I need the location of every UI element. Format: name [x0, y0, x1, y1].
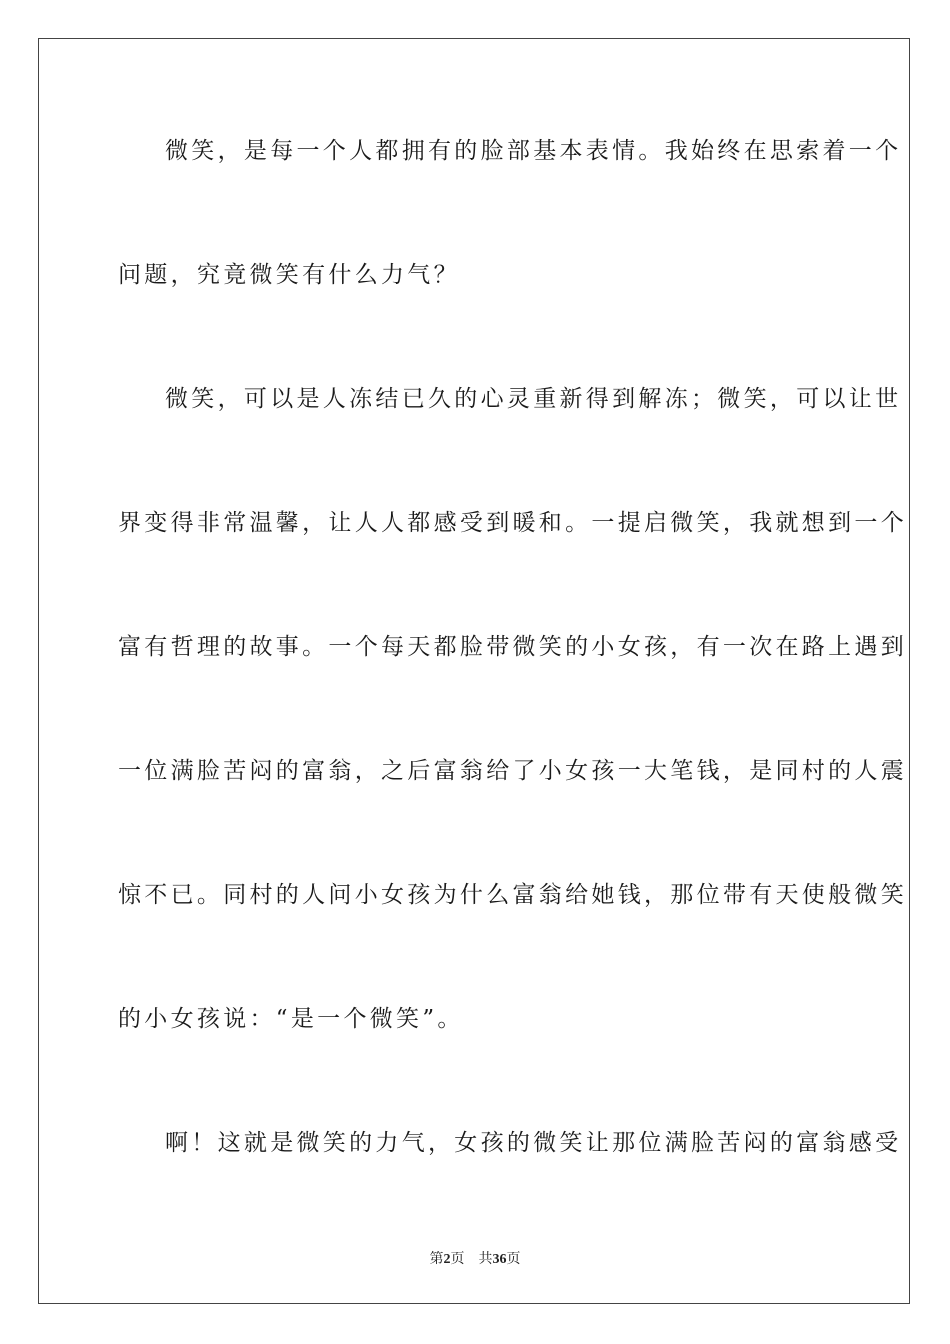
paragraph-1-line-1: 微笑，是每一个人都拥有的脸部基本表情。我始终在思索着一个 [165, 138, 902, 164]
paragraph-3-line-1: 啊！这就是微笑的力气，女孩的微笑让那位满脸苦闷的富翁感受 [165, 1130, 902, 1156]
page-suffix: 页 [450, 1251, 465, 1267]
paragraph-2-line-3: 富有哲理的故事。一个每天都脸带微笑的小女孩，有一次在路上遇到 [118, 634, 907, 660]
page-border [38, 38, 910, 1304]
total-suffix: 页 [506, 1251, 521, 1267]
current-page-number: 2 [443, 1252, 451, 1267]
page-footer [0, 1248, 950, 1268]
page-prefix: 第 [429, 1251, 444, 1267]
paragraph-2-line-5: 惊不已。同村的人问小女孩为什么富翁给她钱，那位带有天使般微笑 [118, 882, 907, 908]
paragraph-2-line-1: 微笑，可以是人冻结已久的心灵重新得到解冻；微笑，可以让世 [165, 386, 902, 412]
paragraph-2-line-4: 一位满脸苦闷的富翁，之后富翁给了小女孩一大笔钱，是同村的人震 [118, 758, 907, 784]
paragraph-1-line-2: 问题，究竟微笑有什么力气？ [118, 262, 460, 288]
total-prefix: 共 [478, 1251, 493, 1267]
total-pages-number: 36 [492, 1252, 507, 1267]
paragraph-2-line-6: 的小女孩说：“是一个微笑”。 [118, 1006, 464, 1032]
paragraph-2-line-2: 界变得非常温馨，让人人都感受到暖和。一提启微笑，我就想到一个 [118, 510, 907, 536]
